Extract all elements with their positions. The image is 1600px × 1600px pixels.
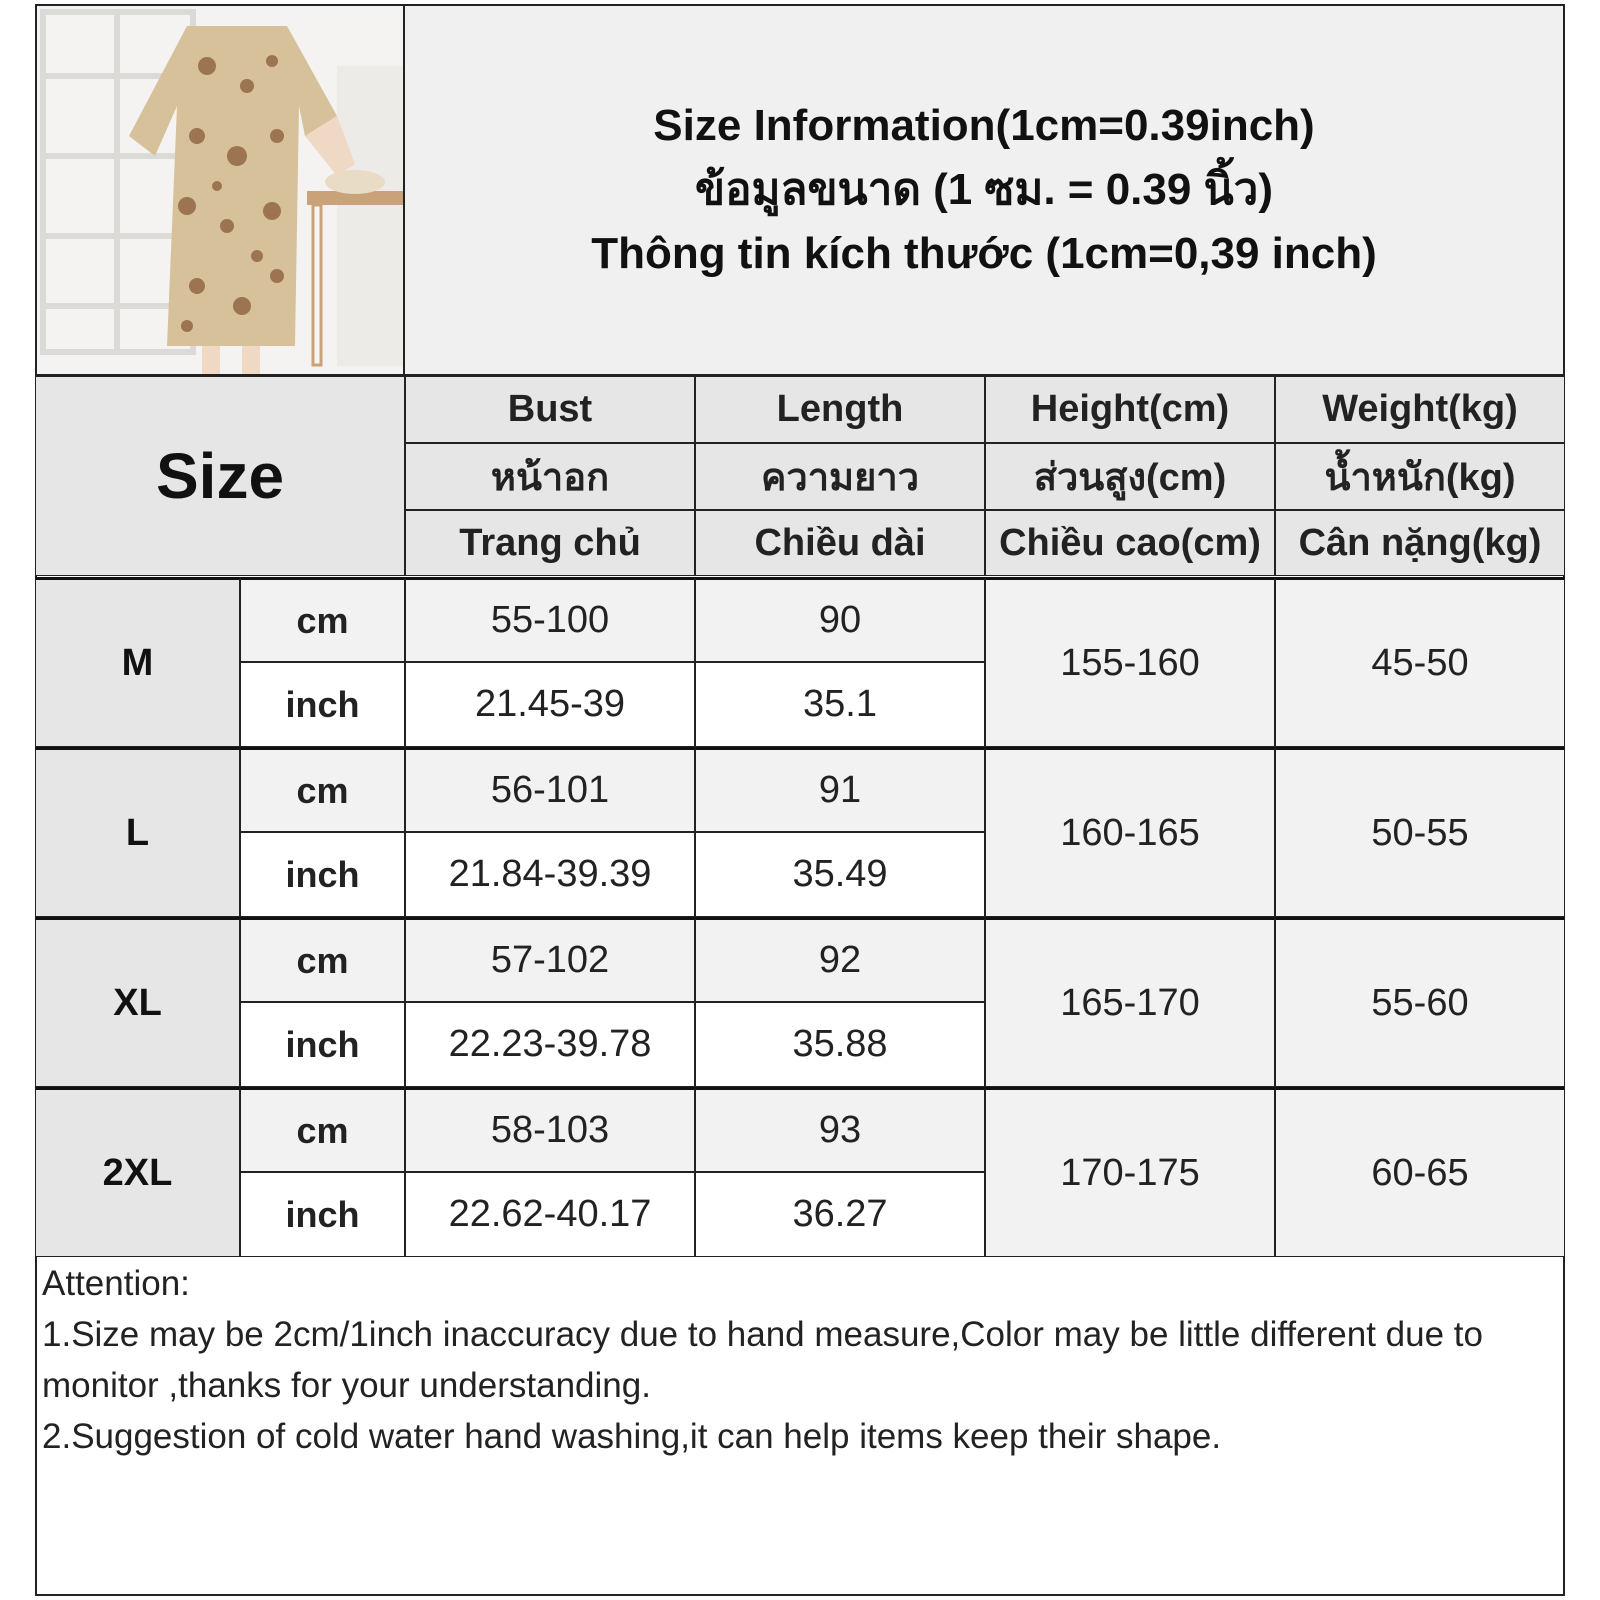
size-label-l: L	[35, 747, 240, 917]
bust-cm-l: 56-101	[405, 747, 695, 832]
unit-cm: cm	[240, 577, 405, 662]
unit-cm: cm	[240, 747, 405, 832]
product-photo-illustration	[37, 6, 403, 374]
size-label-xl: XL	[35, 917, 240, 1087]
bust-inch-m: 21.45-39	[405, 662, 695, 747]
length-header-en: Length	[695, 376, 985, 443]
length-cm-xl: 92	[695, 917, 985, 1002]
bust-inch-xl: 22.23-39.78	[405, 1002, 695, 1087]
bust-cm-xl: 57-102	[405, 917, 695, 1002]
title-line-vietnamese: Thông tin kích thước (1cm=0,39 inch)	[591, 229, 1377, 278]
unit-inch: inch	[240, 832, 405, 917]
height-2xl: 170-175	[985, 1087, 1275, 1257]
length-inch-l: 35.49	[695, 832, 985, 917]
length-inch-2xl: 36.27	[695, 1172, 985, 1257]
height-header-th: ส่วนสูง(cm)	[985, 443, 1275, 510]
length-cm-m: 90	[695, 577, 985, 662]
length-cm-2xl: 93	[695, 1087, 985, 1172]
length-inch-m: 35.1	[695, 662, 985, 747]
weight-2xl: 60-65	[1275, 1087, 1565, 1257]
length-header-th: ความยาว	[695, 443, 985, 510]
size-column-header: Size	[35, 376, 405, 576]
height-header-en: Height(cm)	[985, 376, 1275, 443]
weight-header-en: Weight(kg)	[1275, 376, 1565, 443]
product-photo	[35, 4, 405, 376]
attention-notes	[42, 1258, 1557, 1462]
attention-note-2: 2.Suggestion of cold water hand washing,it can help items keep their shape.	[42, 1417, 1222, 1456]
bust-cm-m: 55-100	[405, 577, 695, 662]
attention-heading: Attention:	[42, 1264, 190, 1303]
bust-header-th: หน้าอก	[405, 443, 695, 510]
length-header-vi: Chiều dài	[695, 510, 985, 576]
bust-cm-2xl: 58-103	[405, 1087, 695, 1172]
height-xl: 165-170	[985, 917, 1275, 1087]
bust-inch-2xl: 22.62-40.17	[405, 1172, 695, 1257]
attention-note-1: 1.Size may be 2cm/1inch inaccuracy due to hand measure,Color may be little different due to monitor ,thanks for your understanding.	[42, 1315, 1483, 1405]
unit-inch: inch	[240, 1002, 405, 1087]
size-label-m: M	[35, 577, 240, 747]
title-line-thai: ข้อมูลขนาด (1 ซม. = 0.39 นิ้ว)	[694, 165, 1273, 214]
height-header-vi: Chiều cao(cm)	[985, 510, 1275, 576]
unit-cm: cm	[240, 917, 405, 1002]
weight-xl: 55-60	[1275, 917, 1565, 1087]
size-label-2xl: 2XL	[35, 1087, 240, 1257]
height-m: 155-160	[985, 577, 1275, 747]
weight-header-vi: Cân nặng(kg)	[1275, 510, 1565, 576]
bust-header-en: Bust	[405, 376, 695, 443]
unit-cm: cm	[240, 1087, 405, 1172]
weight-header-th: น้ำหนัก(kg)	[1275, 443, 1565, 510]
bust-header-vi: Trang chủ	[405, 510, 695, 576]
height-l: 160-165	[985, 747, 1275, 917]
weight-l: 50-55	[1275, 747, 1565, 917]
unit-inch: inch	[240, 662, 405, 747]
title-line-english: Size Information(1cm=0.39inch)	[653, 101, 1315, 150]
size-information-title	[405, 4, 1565, 376]
bust-inch-l: 21.84-39.39	[405, 832, 695, 917]
weight-m: 45-50	[1275, 577, 1565, 747]
unit-inch: inch	[240, 1172, 405, 1257]
length-inch-xl: 35.88	[695, 1002, 985, 1087]
length-cm-l: 91	[695, 747, 985, 832]
